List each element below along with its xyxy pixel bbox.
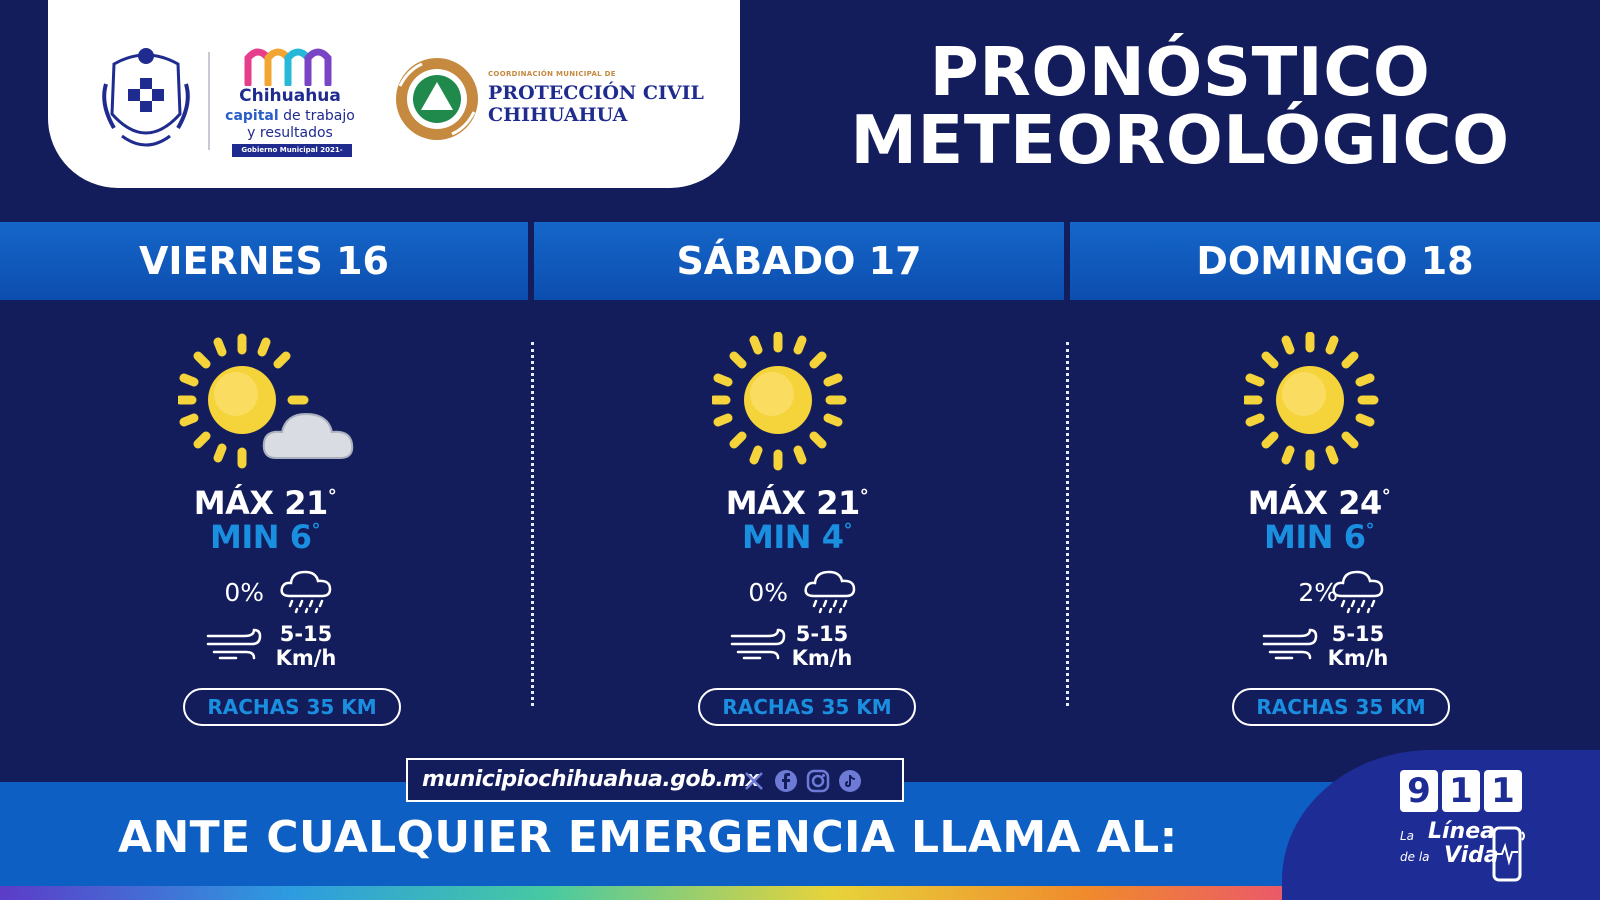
sun-icon bbox=[712, 332, 932, 472]
proteccion-civil-coordination: COORDINACIÓN MUNICIPAL DE bbox=[488, 70, 616, 78]
wind-range: 5-15 bbox=[795, 622, 849, 646]
max-temp-value: MÁX 24 bbox=[1247, 484, 1382, 522]
tagline-capital: capital bbox=[225, 108, 279, 124]
proteccion-civil-emblem-icon bbox=[394, 56, 480, 142]
proteccion-civil-city: CHIHUAHUA bbox=[488, 104, 628, 126]
min-temp-value: MIN 6 bbox=[210, 518, 312, 556]
rain-probability: 0% bbox=[748, 578, 788, 607]
website-box[interactable] bbox=[406, 758, 904, 802]
wind-unit: Km/h bbox=[275, 646, 337, 670]
sun-cloud-icon bbox=[178, 332, 398, 472]
city-crest-icon bbox=[100, 44, 192, 156]
hotline-911-badge bbox=[1282, 750, 1600, 900]
gusts-badge: RACHAS 35 KM bbox=[183, 688, 401, 726]
wind-range: 5-15 bbox=[1331, 622, 1385, 646]
min-temp-value: MIN 6 bbox=[1264, 518, 1366, 556]
max-temperature bbox=[0, 484, 530, 522]
hotline-vida: Vida bbox=[1444, 843, 1499, 868]
chihuahua-logo bbox=[220, 44, 360, 167]
day-header-viernes: VIERNES 16 bbox=[0, 222, 528, 300]
min-temperature bbox=[532, 518, 1062, 556]
gusts-badge: RACHAS 35 KM bbox=[698, 688, 916, 726]
wind-icon bbox=[206, 626, 262, 662]
proteccion-civil-name: PROTECCIÓN CIVIL bbox=[488, 82, 704, 104]
wind-icon bbox=[730, 626, 786, 662]
day-header-domingo: DOMINGO 18 bbox=[1070, 222, 1600, 300]
rain-cloud-icon bbox=[802, 568, 858, 614]
page-title bbox=[790, 33, 1570, 179]
day-header-sabado: SÁBADO 17 bbox=[534, 222, 1064, 300]
degree-symbol: ° bbox=[859, 486, 869, 507]
max-temp-value: MÁX 21 bbox=[193, 484, 328, 522]
rain-probability: 0% bbox=[224, 578, 264, 607]
rain-cloud-icon bbox=[278, 568, 334, 614]
column-divider bbox=[531, 342, 534, 706]
wind-unit: Km/h bbox=[1327, 646, 1389, 670]
wind-range: 5-15 bbox=[279, 622, 333, 646]
max-temperature bbox=[532, 484, 1062, 522]
wind-unit: Km/h bbox=[791, 646, 853, 670]
chihuahua-mark-icon bbox=[244, 44, 334, 86]
tagline-rest: de trabajo bbox=[283, 108, 355, 124]
wind-speed bbox=[270, 622, 342, 670]
hotline-de-la: de la bbox=[1400, 850, 1430, 864]
rain-probability: 2% bbox=[1298, 578, 1338, 607]
logo-divider bbox=[208, 52, 210, 150]
max-temp-value: MÁX 21 bbox=[725, 484, 860, 522]
hotline-linea: Línea bbox=[1428, 819, 1495, 844]
chihuahua-brand-name: Chihuahua bbox=[239, 86, 341, 106]
degree-symbol: ° bbox=[1381, 486, 1391, 507]
min-temp-value: MIN 4 bbox=[742, 518, 844, 556]
wind-speed bbox=[1322, 622, 1394, 670]
government-period: Gobierno Municipal 2021-2024 bbox=[232, 144, 352, 157]
max-temperature bbox=[1054, 484, 1584, 522]
title-line-1: PRONÓSTICO bbox=[929, 33, 1431, 111]
day-forecast-domingo bbox=[1054, 300, 1584, 760]
rain-cloud-icon bbox=[1330, 568, 1386, 614]
min-temperature bbox=[1054, 518, 1584, 556]
logo-card bbox=[48, 0, 740, 188]
day-forecast-sabado bbox=[532, 300, 1062, 760]
wind-icon bbox=[1262, 626, 1318, 662]
gusts-badge: RACHAS 35 KM bbox=[1232, 688, 1450, 726]
degree-symbol: ° bbox=[843, 520, 852, 541]
title-line-2: METEOROLÓGICO bbox=[850, 101, 1510, 179]
facebook-icon[interactable] bbox=[774, 769, 798, 793]
hotline-digit: 1 bbox=[1442, 770, 1480, 812]
degree-symbol: ° bbox=[327, 486, 337, 507]
hotline-digit: 1 bbox=[1484, 770, 1522, 812]
x-icon[interactable] bbox=[742, 769, 766, 793]
phone-icon bbox=[1490, 824, 1528, 886]
day-forecast-viernes bbox=[0, 300, 530, 760]
emergency-message: ANTE CUALQUIER EMERGENCIA LLAMA AL: bbox=[118, 812, 1178, 863]
wind-speed bbox=[786, 622, 858, 670]
min-temperature bbox=[0, 518, 530, 556]
chihuahua-tagline bbox=[220, 108, 360, 124]
column-divider bbox=[1066, 342, 1069, 706]
chihuahua-tagline-line2: y resultados bbox=[247, 125, 333, 141]
website-link[interactable]: municipiochihuahua.gob.mx bbox=[422, 767, 760, 792]
hotline-digit: 9 bbox=[1400, 770, 1438, 812]
tiktok-icon[interactable] bbox=[838, 769, 862, 793]
sun-icon bbox=[1244, 332, 1464, 472]
hotline-la: La bbox=[1400, 829, 1415, 843]
degree-symbol: ° bbox=[1365, 520, 1374, 541]
instagram-icon[interactable] bbox=[806, 769, 830, 793]
degree-symbol: ° bbox=[311, 520, 320, 541]
